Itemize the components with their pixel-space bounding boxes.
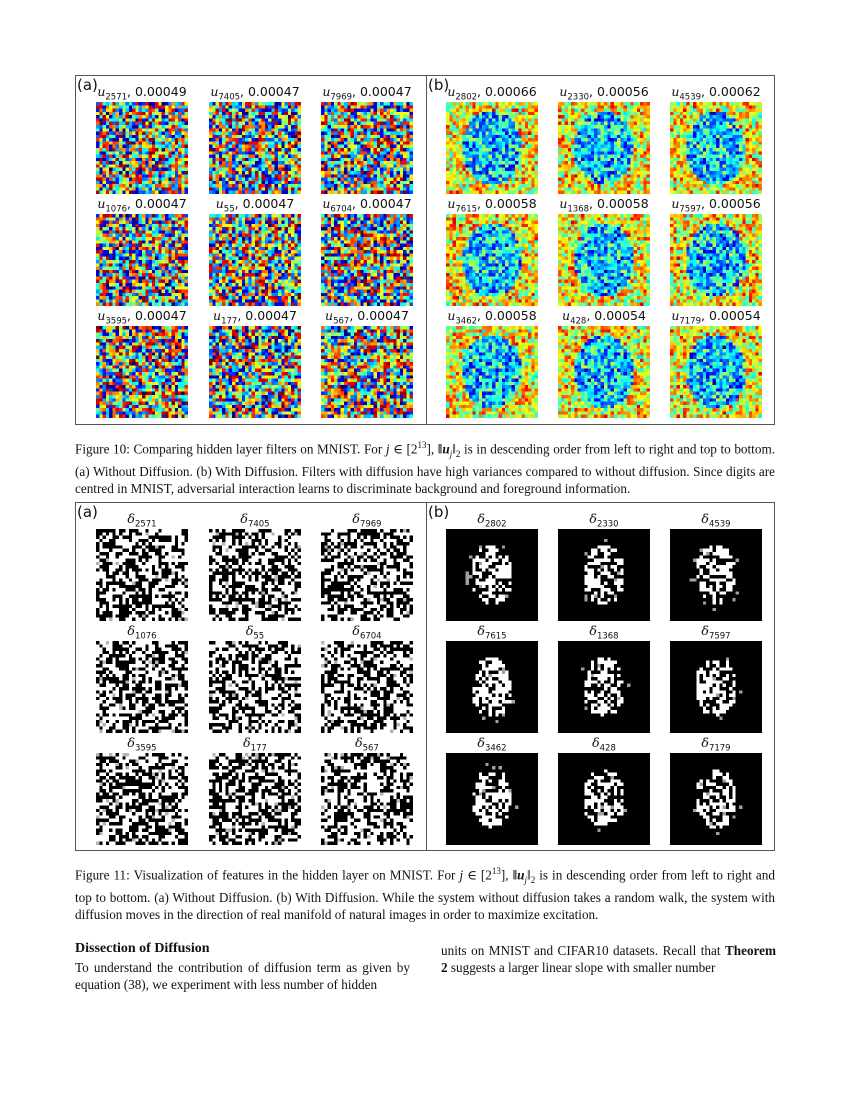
filter-cell: [556, 84, 652, 194]
feature-cell: [444, 623, 540, 733]
feature-cell: [319, 623, 415, 733]
filter-cell: [668, 84, 764, 194]
feature-cell: [94, 623, 190, 733]
cell-title: $\delta_{2802}$: [477, 511, 507, 530]
cell-title: $u_{428}$, 0.00054: [562, 308, 646, 327]
filter-image: [96, 102, 188, 194]
feature-cell: [556, 511, 652, 621]
filter-image: [670, 214, 762, 306]
filter-image: [209, 214, 301, 306]
feature-image: [96, 529, 188, 621]
cell-title: $u_{3595}$, 0.00047: [97, 308, 187, 327]
cell-title: $u_{2330}$, 0.00056: [559, 84, 649, 103]
cell-title: $u_{2571}$, 0.00049: [97, 84, 187, 103]
filter-cell: [319, 84, 415, 194]
filter-image: [96, 214, 188, 306]
cell-title: $\delta_{7405}$: [240, 511, 270, 530]
panel-b-label: (b): [428, 76, 450, 94]
filter-cell: [668, 196, 764, 306]
filter-image: [446, 214, 538, 306]
filter-image: [446, 326, 538, 418]
cell-title: $\delta_{7597}$: [701, 623, 731, 642]
cell-title: $u_{55}$, 0.00047: [215, 196, 295, 215]
feature-image: [321, 641, 413, 733]
filter-image: [558, 326, 650, 418]
cell-title: $\delta_{7179}$: [701, 735, 731, 754]
feature-image: [209, 753, 301, 845]
filter-cell: [94, 308, 190, 418]
feature-image: [209, 529, 301, 621]
feature-cell: [668, 735, 764, 845]
filter-cell: [444, 196, 540, 306]
filter-image: [321, 326, 413, 418]
feature-cell: [556, 623, 652, 733]
filter-image: [321, 214, 413, 306]
feature-image: [558, 529, 650, 621]
feature-cell: [207, 623, 303, 733]
cell-title: $\delta_{3595}$: [127, 735, 157, 754]
feature-image: [96, 753, 188, 845]
filter-cell: [319, 196, 415, 306]
filter-cell: [319, 308, 415, 418]
filter-cell: [207, 84, 303, 194]
feature-image: [321, 753, 413, 845]
filter-image: [670, 102, 762, 194]
cell-title: $\delta_{428}$: [592, 735, 616, 754]
feature-image: [558, 641, 650, 733]
feature-cell: [668, 511, 764, 621]
feature-image: [96, 641, 188, 733]
figure-10: [75, 75, 775, 425]
cell-title: $\delta_{7969}$: [352, 511, 382, 530]
section-heading: Dissection of Diffusion: [75, 941, 210, 956]
cell-title: $u_{7597}$, 0.00056: [671, 196, 761, 215]
filter-image: [670, 326, 762, 418]
feature-image: [446, 529, 538, 621]
feature-image: [209, 641, 301, 733]
cell-title: $u_{3462}$, 0.00058: [447, 308, 537, 327]
cell-title: $u_{7405}$, 0.00047: [210, 84, 300, 103]
feature-image: [446, 753, 538, 845]
cell-title: $\delta_{3462}$: [477, 735, 507, 754]
cell-title: $u_{177}$, 0.00047: [213, 308, 297, 327]
cell-title: $\delta_{1076}$: [127, 623, 157, 642]
filter-cell: [444, 84, 540, 194]
cell-title: $u_{1076}$, 0.00047: [97, 196, 187, 215]
cell-title: $\delta_{4539}$: [701, 511, 731, 530]
cell-title: $u_{1368}$, 0.00058: [559, 196, 649, 215]
panel-divider: [426, 503, 427, 850]
filter-image: [558, 214, 650, 306]
cell-title: $u_{7969}$, 0.00047: [322, 84, 412, 103]
cell-title: $\delta_{2330}$: [589, 511, 619, 530]
cell-title: $\delta_{567}$: [355, 735, 379, 754]
feature-image: [670, 641, 762, 733]
cell-title: $u_{7179}$, 0.00054: [671, 308, 761, 327]
panel-a-label: (a): [77, 76, 98, 94]
feature-cell: [94, 735, 190, 845]
cell-title: $u_{6704}$, 0.00047: [322, 196, 412, 215]
feature-image: [321, 529, 413, 621]
filter-image: [96, 326, 188, 418]
filter-cell: [556, 308, 652, 418]
cell-title: $\delta_{6704}$: [352, 623, 382, 642]
figure-10-caption: Figure 10: Comparing hidden layer filters on MNIST. For j ∈ $[2^{13}]$, $‖u_j‖_2$ is in descending order from left to right and top to bottom. (a) Without Diffusion. (b) With Diffusion. Filters with diffusion have high variances compared to without diffusion. Since digits are centred in MNIST, adversarial interaction learns to discriminate background and foreground information.: [75, 440, 775, 497]
feature-cell: [668, 623, 764, 733]
filter-image: [321, 102, 413, 194]
filter-cell: [94, 84, 190, 194]
feature-cell: [319, 735, 415, 845]
feature-cell: [444, 511, 540, 621]
cell-title: $\delta_{55}$: [245, 623, 265, 642]
panel-b-label: (b): [428, 503, 450, 521]
feature-cell: [444, 735, 540, 845]
filter-cell: [668, 308, 764, 418]
cell-title: $u_{7615}$, 0.00058: [447, 196, 537, 215]
cell-title: $\delta_{7615}$: [477, 623, 507, 642]
cell-title: $\delta_{2571}$: [127, 511, 157, 530]
cell-title: $\delta_{177}$: [243, 735, 267, 754]
filter-cell: [207, 308, 303, 418]
feature-cell: [207, 511, 303, 621]
filter-cell: [207, 196, 303, 306]
filter-cell: [444, 308, 540, 418]
cell-title: $u_{2802}$, 0.00066: [447, 84, 537, 103]
panel-a-label: (a): [77, 503, 98, 521]
filter-image: [209, 102, 301, 194]
cell-title: $\delta_{1368}$: [589, 623, 619, 642]
feature-image: [670, 753, 762, 845]
feature-cell: [556, 735, 652, 845]
filter-cell: [94, 196, 190, 306]
feature-cell: [207, 735, 303, 845]
feature-cell: [94, 511, 190, 621]
filter-image: [558, 102, 650, 194]
feature-image: [446, 641, 538, 733]
feature-image: [670, 529, 762, 621]
cell-title: $u_{567}$, 0.00047: [325, 308, 409, 327]
left-column: [75, 940, 410, 993]
feature-cell: [319, 511, 415, 621]
left-paragraph: To understand the contribution of diffusion term as given by equation (38), we experiment with less number of hidden: [75, 960, 410, 992]
cell-title: $u_{4539}$, 0.00062: [671, 84, 761, 103]
filter-image: [446, 102, 538, 194]
figure-11: [75, 502, 775, 851]
feature-image: [558, 753, 650, 845]
figure-11-caption: Figure 11: Visualization of features in the hidden layer on MNIST. For j ∈ $[2^{13}]$, $‖u_j‖_2$ is in descending order from left to right and top to bottom. (a) Without Diffusion. (b) With Diffusion. While the system without diffusion takes a random walk, the system with diffusion moves in the direction of real manifold of natural images in order to maximize excitation.: [75, 866, 775, 923]
right-column: units on MNIST and CIFAR10 datasets. Recall that Theorem 2 suggests a larger linear slope with smaller number: [441, 943, 776, 975]
filter-image: [209, 326, 301, 418]
filter-cell: [556, 196, 652, 306]
panel-divider: [426, 76, 427, 424]
